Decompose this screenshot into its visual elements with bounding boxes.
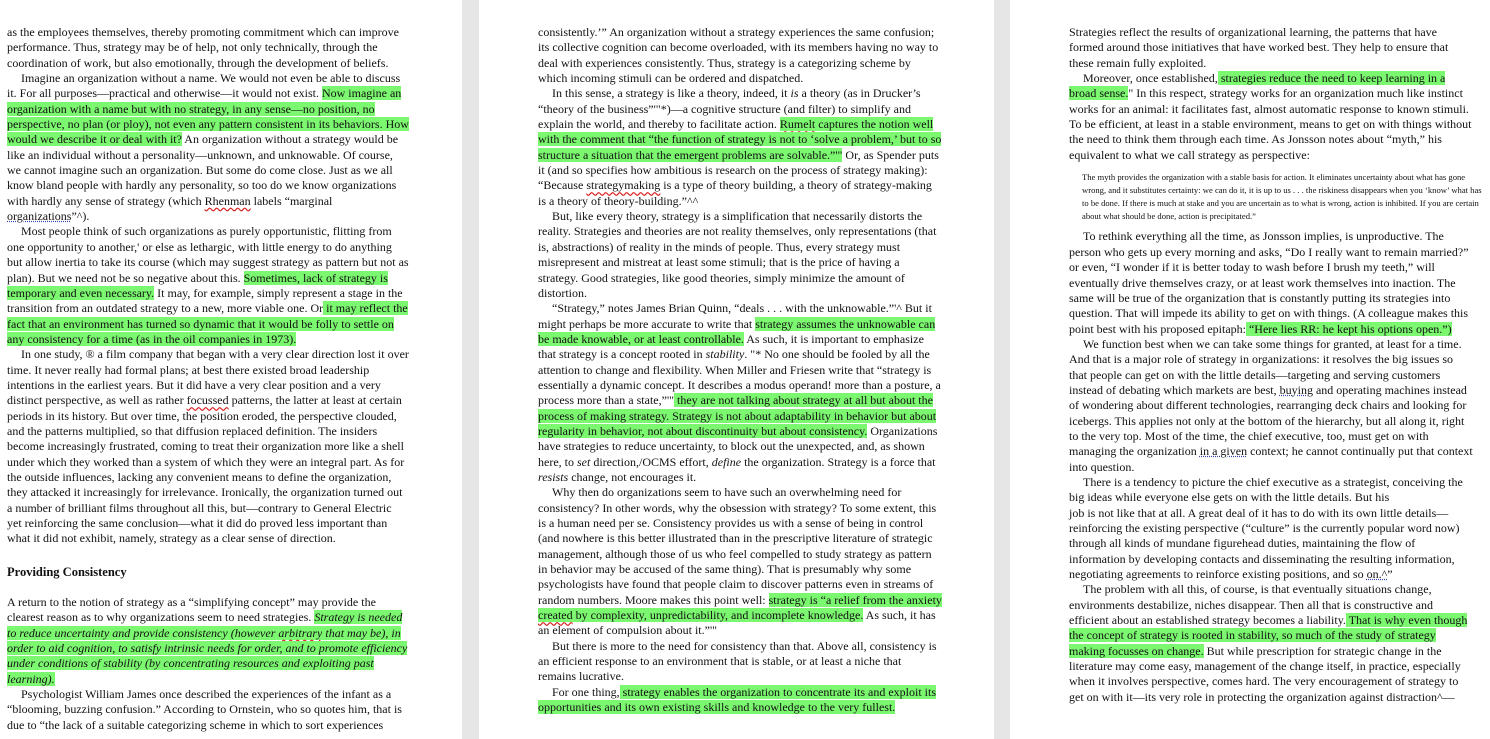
italic-text: resists: [538, 469, 569, 484]
text-run: As such, it is important to emphasize that strategy is a concept rooted in: [538, 331, 924, 362]
text-run: As such, it has an element of compulsion about it.”'": [538, 608, 936, 638]
text-run: For one thing,: [552, 684, 620, 699]
highlighted-text: That is why even though the concept of strategy is rooted in stability, so much of the study of strategy making focusses on change.: [1069, 613, 1468, 658]
text-run: Why then do organizations seem to have such an overwhelming need for consistency? In other words, why the obsession with strategy? To some extent, this is a human need per se. Consistency provides us with a sense of being in control (and nowhere is this better illustrated than in the prescriptive literature of strategic management, although those of us who feel compelled to study strategy as pattern in behavior may be accused of the same thing). That is presumably why some psychologists have found that people claim to discover patterns even in streams of random numbers. Moore makes this point well:: [538, 485, 937, 607]
paragraph: Strategies reflect the results of organizational learning, the patterns that have formed around those initiatives that have worked best. They help to ensure that these remain fully exploited.: [1069, 25, 1449, 70]
paragraph: [1069, 71, 1473, 163]
text-run: Or, as Spender puts it (and so specifies how ambitious is research on the process of strategy making): “Because: [538, 147, 939, 193]
spelling-error-word[interactable]: strategymaking: [586, 178, 661, 193]
highlighted-text: strategy enables the organization to concentrate its and exploit its opportunities and its own existing skills and knowledge to the very fullest.: [538, 684, 937, 715]
text-run: It may, for example, simply represent a stage in the transition from an outdated strategy to a new, more viable one. Or: [7, 285, 403, 316]
spelling-error-word[interactable]: Rhenman: [204, 193, 251, 208]
text-run: ”: [1387, 567, 1393, 582]
text-run: ”^).: [71, 209, 90, 224]
spelling-error-word[interactable]: Rumelt: [779, 117, 816, 132]
highlighted-text: Sometimes, lack of strategy is temporary and even necessary.: [7, 270, 388, 300]
italic-text: set: [576, 454, 591, 469]
grammar-flagged-word[interactable]: organizations: [7, 209, 72, 224]
highlighted-text: strategy is “a relief from the anxiety: [768, 592, 942, 607]
text-run: Imagine an organization without a name. We would not even be able to discuss it. For all purposes—practical and otherwise—it would not exist.: [7, 71, 401, 101]
text-run: context; he cannot continually put that context into question.: [1069, 444, 1473, 474]
grammar-flagged-word[interactable]: on.^: [1366, 567, 1388, 582]
highlighted-text: Strategy is needed to reduce uncertainty and provide consistency (however: [7, 610, 403, 640]
text-run: . "* No one should be fooled by all the attention to change and flexibility. When Miller and Friesen write that “strategy is essentially a dynamic concept. It describes a modus operand! more than a posture, a process more than a state,”'": [538, 347, 941, 408]
highlighted-text: Now imagine an organization with a name but with no strategy, in any sense—no position, no perspective, no plan (or ploy), not even any pattern consistent in its behaviors. How would we describe it or deal with it?: [7, 86, 409, 147]
paragraph: [1069, 506, 1473, 583]
paragraph: [1069, 229, 1473, 336]
paragraph: [7, 347, 409, 546]
text-run: Most people think of such organizations as purely opportunistic, flitting from one opportunity to another,' or else as lethargic, with little energy to do anything but allow inertia to take its course (which may suggest strategy as pattern but not as plan). But we need not be so negative about this.: [7, 224, 409, 285]
text-run: the organization. Strategy is a force that: [741, 454, 936, 469]
text-run: " In this respect, strategy works for an organization much like instinct works for an animal: it facilitates fast, almost automatic response to known stimuli. To be efficient, at least in a stable environment, means to get on with things without the need to think them through each time. As Jonsson notes about “myth,” his equivalent to what we call strategy as perspective:: [1069, 86, 1472, 162]
grammar-flagged-word[interactable]: in a given: [1199, 444, 1248, 459]
block-quote: The myth provides the organization with a stable basis for action. It eliminates uncertainty about what has gone wrong, and it substitutes certainty: we can do it, it is up to us . . . the riskiness disappears when you ‘know’ what has to be done. If there is much at stake and you are uncertain as to what is wrong, action is inhibited. If you are certain about what should be done, action is precipitated.”: [1082, 172, 1482, 222]
text-run: change, not encourages it.: [568, 469, 697, 484]
italic-text: is: [790, 86, 799, 101]
text-run: patterns, the latter at least at certain periods in its history. But over time, the position eroded, the perspective clouded, and the patterns multiplied, so that diffusion replaced definition. The insiders become increasingly frustrated, coming to treat their organization more like a shell under which they worked than a system of which they were an integral part. As for the outside influences, lacking any convenient means to define the organization, they attacked it increasingly for irrelevance. Ironically, the organization turned out a number of brilliant films throughout all this, but—contrary to General Electric yet reinforcing the same conclusion—what it did do proved less important than what it did not exhibit, namely, strategy as a clear sense of direction.: [7, 393, 405, 546]
text-run: But while prescription for strategic change in the literature may come easy, management of the change itself, in practice, especially when it involves perspective, comes hard. The very encouragement of strategy to get on with it—its very role in protecting the organization against distraction^—: [1069, 643, 1461, 704]
text-run: A return to the notion of strategy as a “simplifying concept” may provide the clearest reason as to why organizations seem to need strategies.: [7, 595, 376, 625]
italic-text: define: [711, 454, 742, 469]
text-run: Organizations have strategies to reduce uncertainty, to block out the unexpected, and, as shown here, to: [538, 423, 938, 469]
highlighted-text: strategies reduce the need to keep learning in a broad sense.: [1069, 71, 1446, 101]
paragraph: [538, 685, 942, 716]
paragraph: [1069, 337, 1473, 475]
text-run: and operating machines instead of wondering about different technologies, rearranging deck chairs and looking for icebergs. This applies not only at the bottom of the hierarchy, but all along it, right to the very top. Most of the time, the chief executive, too, must get on with managing the organization: [1069, 382, 1467, 459]
spelling-error-word[interactable]: created: [538, 608, 573, 623]
paragraph: [538, 485, 942, 638]
paragraph: [538, 301, 942, 485]
highlighted-text: they are not talking about strategy at all but about the process of making strategy. Strategy is not about adaptability in behavior but about regularity in behavior, not about discontinuity but about consistency.: [538, 393, 937, 438]
paragraph: [7, 224, 409, 347]
grammar-flagged-word[interactable]: buying: [1279, 382, 1313, 397]
highlighted-text: it may reflect the fact that an environment has turned so dynamic that it would be folly to settle on any consistency for a time (as in the oil companies in 1973).: [7, 301, 408, 346]
paragraph: But there is more to the need for consistency than that. Above all, consistency is an efficient response to an environment that is stable, or at least a niche that remains lucrative.: [538, 638, 937, 684]
paragraph: There is a tendency to picture the chief executive as a strategist, conceiving the big ideas while everyone else gets on with the little details. But his: [1069, 474, 1463, 505]
paragraph: [7, 595, 409, 687]
paragraph: as the employees themselves, thereby promoting commitment which can improve performance. Thus, strategy may be of help, not only technically, through the coordination of work, but also emotionally, through the development of beliefs.: [7, 25, 399, 70]
highlighted-text: “Here lies RR: he kept his options open.”): [1245, 321, 1452, 336]
highlighted-text: strategy assumes the unknowable can be made knowable, or at least controllable.: [538, 316, 936, 346]
section-heading: Providing Consistency: [7, 564, 127, 579]
text-run: The problem with all this, of course, is that eventually situations change, environments destabilize, niches disappear. Then all that is constructive and efficient about an established strategy becomes a liability.: [1069, 582, 1434, 628]
highlighted-text: that may be), in order to aid cognition, to satisfy intrinsic needs for order, and to promote efficiency under conditions of stability (by concentrating resources and exploiting past learning).: [7, 625, 408, 686]
document-page-1: [0, 0, 462, 739]
text-run: is a type of theory building, a theory of strategy-making is a theory of theory-building.”^^: [538, 178, 932, 208]
text-run: We function best when we can take some things for granted, at least for a time. And that is a major role of strategy in organizations: it resolves the big issues so that people can get on with the little details—targeting and serving customers instead of debating which markets are best,: [1069, 336, 1462, 397]
text-run: An organization without a strategy would be like an individual without a personality—unknown, and unknowable. Of course, we cannot imagine such an organization. But some do come close. Just as we all know bland people with hardly any personality, so too do we know organizations with hardly any sense of strategy (which: [7, 132, 399, 208]
paragraph: consistently.’” An organization without a strategy experiences the same confusion; its collective cognition can become overloaded, with its members having no way to deal with experiences consistently. Thus, strategy is a categorizing scheme by which incoming stimuli can be ordered and dispatched.: [538, 25, 939, 86]
paragraph: [7, 71, 409, 224]
text-run: Moreover, once established,: [1083, 71, 1218, 86]
paragraph: [1069, 582, 1473, 705]
highlighted-text: by complexity, unpredictability, and incomplete knowledge.: [572, 608, 864, 623]
spelling-error-word[interactable]: arbitrary: [278, 625, 323, 640]
text-run: To rethink everything all the time, as Jonsson implies, is unproductive. The person who gets up every morning and asks, “Do I really want to remain married?” or even, “I wonder if it is better today to wash before I brush my teeth,” will eventually drive themselves crazy, or at least work themselves into inaction. The same will be true of the organization that is constantly putting its strategies into question. That will impede its ability to get on with things. (A colleague makes this point best with his proposed epitaph:: [1069, 229, 1469, 336]
text-run: labels “marginal: [250, 193, 333, 208]
document-page-3: [1010, 0, 1490, 739]
spelling-error-word[interactable]: focussed: [186, 393, 229, 408]
paragraph: But, like every theory, strategy is a simplification that necessarily distorts the reality. Strategies and theories are not reality themselves, only representations (that is, abstractions) of reality in the minds of people. Thus, every strategy must misrepresent and mistreat at least some stimuli; that is the price of having a strategy. Good strategies, like good theories, simply minimize the amount of distortion.: [538, 209, 937, 300]
paragraph: Psychologist William James once described the experiences of the infant as a “blooming, buzzing confusion.” According to Ornstein, who so quotes him, that is due to “the lack of a suitable categorizing scheme in which to sort experiences: [7, 687, 402, 732]
text-run: job is not like that at all. A great deal of it has to do with its own little details—reinforcing the existing perspective (“culture” is the currently popular word now) through all kinds of mundane figurehead duties, maintaining the flow of information by developing contacts and disseminating the resulting information, negotiating agreements to reinforce existing positions, and so: [1069, 505, 1460, 582]
text-run: In this sense, a strategy is like a theory, indeed, it: [552, 86, 791, 101]
highlighted-text: captures the notion well with the comment that “the function of strategy is not to ‘solve a problem,’ but to so structure a situation that the emergent problems are solvable.”'": [538, 117, 942, 162]
paragraph: [538, 86, 942, 209]
text-run: a theory (as in Drucker’s “theory of the business”'"*)—a cognitive structure (and filter) to simplify and explain the world, and thereby to facilitate action.: [538, 86, 921, 132]
italic-text: stability: [705, 347, 745, 362]
text-run: direction,/OCMS effort,: [590, 454, 712, 469]
text-run: In one study, ® a film company that began with a very clear direction lost it over time. It never really had formal plans; at best there existed broad leadership intentions in the earliest years. But it did have a very clear position and a very distinct perspective, as well as rather: [7, 347, 409, 408]
document-page-2: [479, 0, 994, 739]
text-run: “Strategy,” notes James Brian Quinn, “deals . . . with the unknowable.”'^ But it might perhaps be more accurate to write that: [538, 301, 932, 331]
